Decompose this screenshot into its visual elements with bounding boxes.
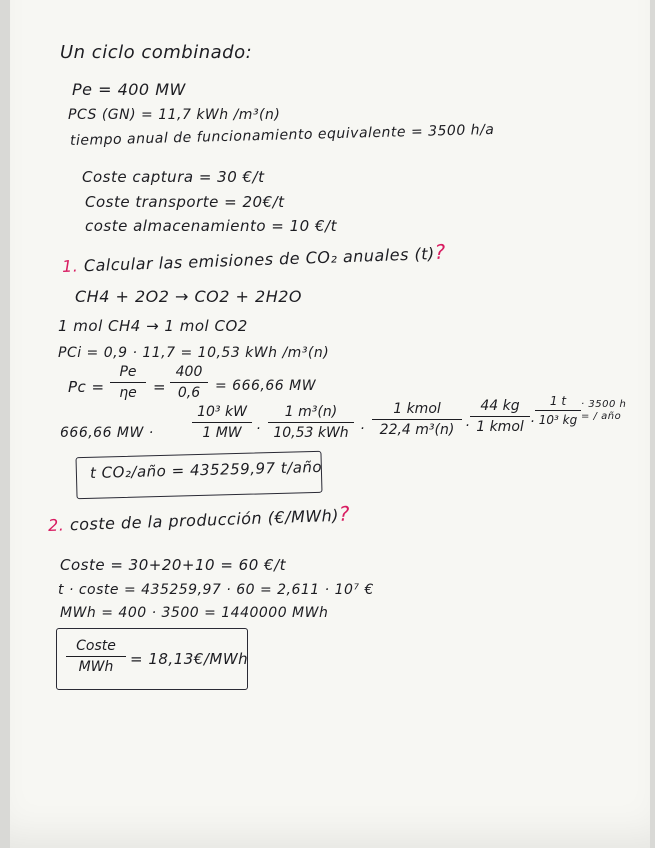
fraction-bar xyxy=(170,382,208,383)
conversion-suffix: · 3500 h = / año xyxy=(581,399,627,422)
mole-ratio-line: 1 mol CH4 → 1 mol CO2 xyxy=(58,317,248,335)
question-2 xyxy=(48,501,351,536)
fraction-bar xyxy=(470,416,530,417)
dot-operator: · xyxy=(360,421,365,437)
pc-fraction-2 xyxy=(170,364,208,401)
transport-cost-line: Coste transporte = 20€/t xyxy=(85,193,285,211)
conversion-fraction-5-den: 10³ kg xyxy=(538,413,578,427)
dot-operator: · xyxy=(256,421,261,437)
pc-equals: = xyxy=(153,378,167,396)
conversion-fraction-4 xyxy=(470,398,530,435)
question-2-number: 2. xyxy=(47,515,65,535)
fraction-bar xyxy=(268,422,354,423)
result-2-num: Coste xyxy=(76,638,116,654)
conversion-fraction-5-num: 1 t xyxy=(549,394,567,408)
conversion-fraction-2-num: 1 m³(n) xyxy=(284,404,338,420)
notebook-page xyxy=(10,0,650,848)
question-2-mark: ? xyxy=(338,501,351,526)
question-1 xyxy=(62,240,447,277)
fraction-bar xyxy=(372,419,462,420)
result-2-den: MWh xyxy=(78,659,114,675)
fraction-bar xyxy=(110,382,146,383)
conversion-fraction-4-num: 44 kg xyxy=(480,398,520,414)
conversion-fraction-3-den: 22,4 m³(n) xyxy=(379,422,455,438)
dot-operator: · xyxy=(465,418,470,434)
operating-time-line: tiempo anual de funcionamiento equivalente = 3500 h/a xyxy=(69,121,495,149)
pcs-line: PCS (GN) = 11,7 kWh /m³(n) xyxy=(68,107,281,123)
conversion-fraction-1-den: 1 MW xyxy=(202,425,242,441)
pc-fraction-2-num: 400 xyxy=(175,364,203,380)
mwh-line: MWh = 400 · 3500 = 1440000 MWh xyxy=(60,605,329,621)
conversion-fraction-2-den: 10,53 kWh xyxy=(273,425,349,441)
conversion-prefix: 666,66 MW · xyxy=(60,425,154,441)
conversion-fraction-5 xyxy=(535,394,581,427)
pc-fraction-1-den: ηe xyxy=(119,385,137,401)
coste-line: Coste = 30+20+10 = 60 €/t xyxy=(60,556,287,574)
pc-fraction-1-num: Pe xyxy=(119,364,137,380)
result-1: t CO₂/año = 435259,97 t/año xyxy=(89,457,323,482)
conversion-fraction-4-den: 1 kmol xyxy=(476,419,524,435)
fraction-bar xyxy=(535,410,581,411)
fraction-bar xyxy=(66,656,126,657)
combustion-reaction: CH4 + 2O2 → CO2 + 2H2O xyxy=(75,287,302,306)
pci-line: PCi = 0,9 · 11,7 = 10,53 kWh /m³(n) xyxy=(58,345,330,361)
capture-cost-line: Coste captura = 30 €/t xyxy=(82,168,265,186)
conversion-fraction-3-num: 1 kmol xyxy=(393,401,441,417)
result-2-fraction xyxy=(66,638,126,675)
conversion-fraction-1-num: 10³ kW xyxy=(197,404,247,420)
conversion-fraction-3 xyxy=(372,401,462,438)
pc-fraction-1 xyxy=(110,364,146,401)
question-1-mark: ? xyxy=(434,239,447,264)
pc-fraction-2-den: 0,6 xyxy=(177,385,201,401)
pc-result: = 666,66 MW xyxy=(215,378,317,394)
pc-prefix: Pc = xyxy=(68,378,105,396)
question-1-text: Calcular las emisiones de CO₂ anuales (t) xyxy=(83,243,436,276)
question-2-text: coste de la producción (€/MWh) xyxy=(69,505,340,535)
conversion-fraction-1 xyxy=(192,404,252,441)
power-line: Pe = 400 MW xyxy=(72,80,186,99)
dot-operator: · xyxy=(530,414,535,430)
fraction-bar xyxy=(192,422,252,423)
conversion-fraction-2 xyxy=(268,404,354,441)
result-2-value: = 18,13€/MWh xyxy=(130,650,249,668)
storage-cost-line: coste almacenamiento = 10 €/t xyxy=(85,217,337,235)
total-cost-line: t · coste = 435259,97 · 60 = 2,611 · 10⁷ € xyxy=(58,582,374,598)
question-1-number: 1. xyxy=(61,256,79,276)
problem-title: Un ciclo combinado: xyxy=(60,42,253,63)
